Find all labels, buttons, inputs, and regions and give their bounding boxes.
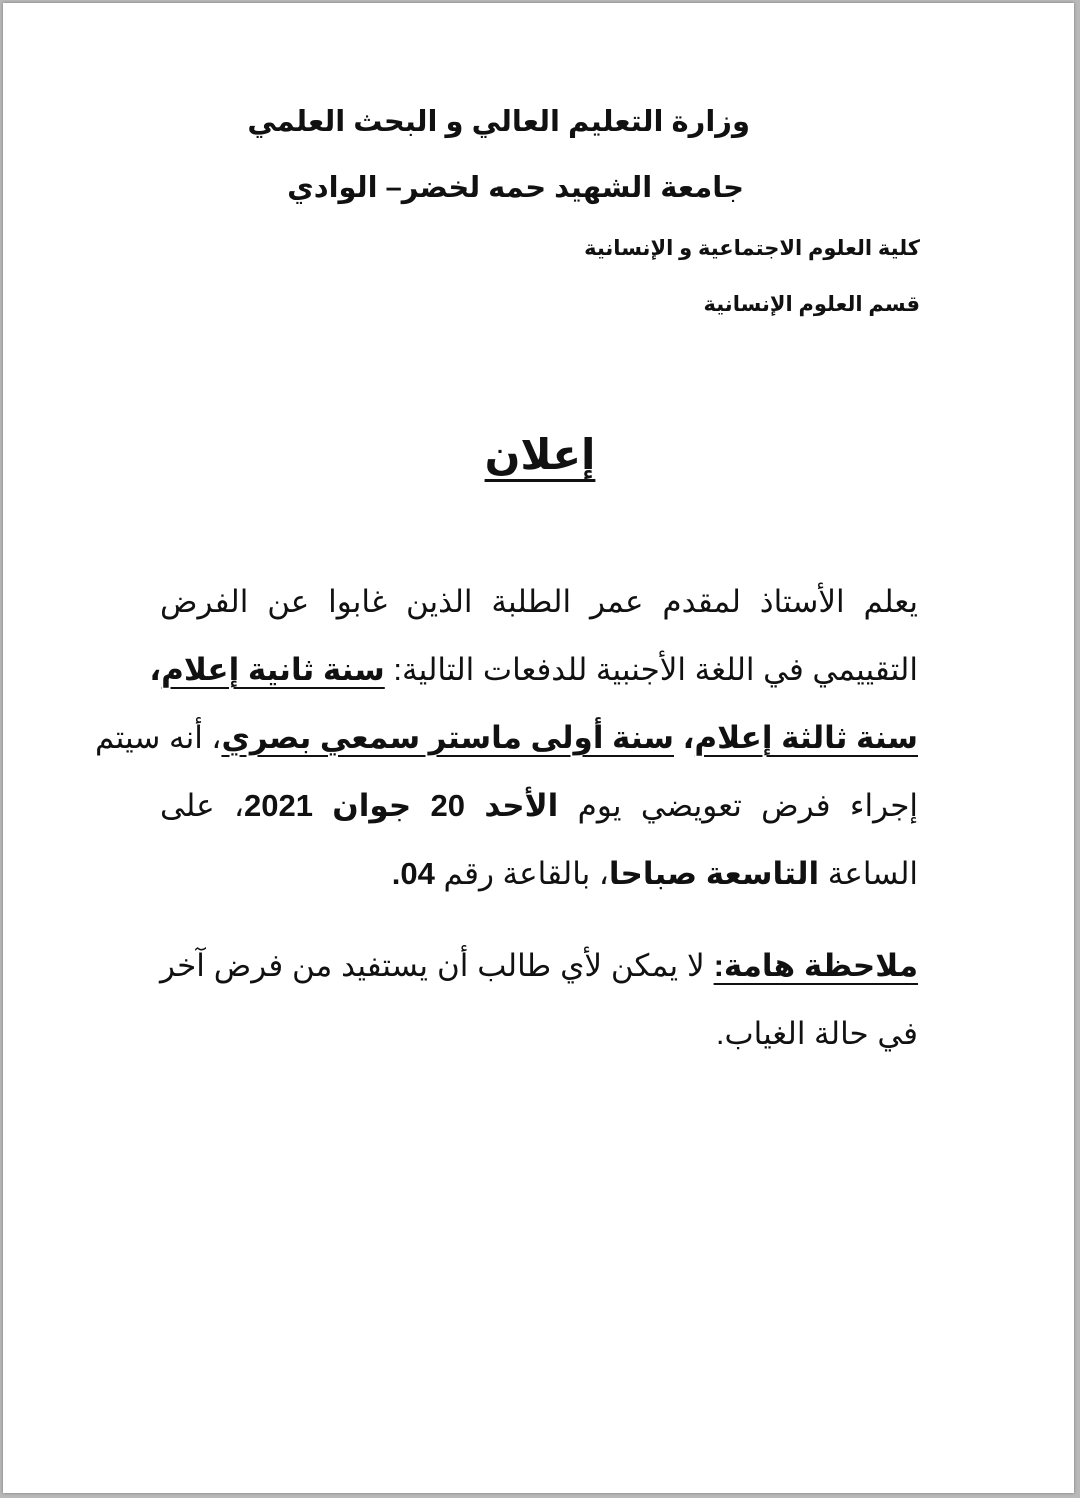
announcement-body [95, 568, 919, 908]
body-line-4: إجراء فرض تعويضي يوم الأحد 20 جوان 2021، على [160, 788, 919, 823]
cohort-2nd-year-media: سنة ثانية إعلام [161, 652, 385, 687]
note-line-1: ملاحظة هامة: لا يمكن لأي طالب أن يستفيد من فرض آخر [160, 948, 919, 983]
exam-room: 04. [391, 856, 435, 891]
cohort-3rd-year-media: سنة ثالثة إعلام [694, 720, 918, 755]
note-line-2: في حالة الغياب. [715, 1016, 918, 1051]
body-line-3: سنة ثالثة إعلام، سنة أولى ماستر سمعي بصري، أنه سيتم [95, 720, 918, 755]
department-heading: قسم العلوم الإنسانية [703, 293, 920, 316]
announcement-title-text: إعلان [484, 431, 596, 478]
university-heading: جامعة الشهيد حمه لخضر– الوادي [287, 172, 744, 204]
announcement-title [0, 430, 1080, 479]
exam-time: التاسعة صباحا [608, 856, 820, 891]
note-label: ملاحظة هامة: [713, 948, 919, 983]
cohort-master-audiovisual: سنة أولى ماستر سمعي بصري [221, 720, 674, 755]
ministry-heading: وزارة التعليم العالي و البحث العلمي [247, 106, 750, 138]
exam-date: الأحد 20 جوان 2021 [243, 788, 559, 823]
body-line-1: يعلم الأستاذ لمقدم عمر الطلبة الذين غابوا عن الفرض [160, 584, 918, 619]
body-line-2: التقييمي في اللغة الأجنبية للدفعات التالية: سنة ثانية إعلام، [149, 652, 918, 687]
important-note [160, 932, 918, 1068]
faculty-heading: كلية العلوم الاجتماعية و الإنسانية [584, 237, 920, 260]
body-line-5: الساعة التاسعة صباحا، بالقاعة رقم 04. [391, 856, 918, 891]
